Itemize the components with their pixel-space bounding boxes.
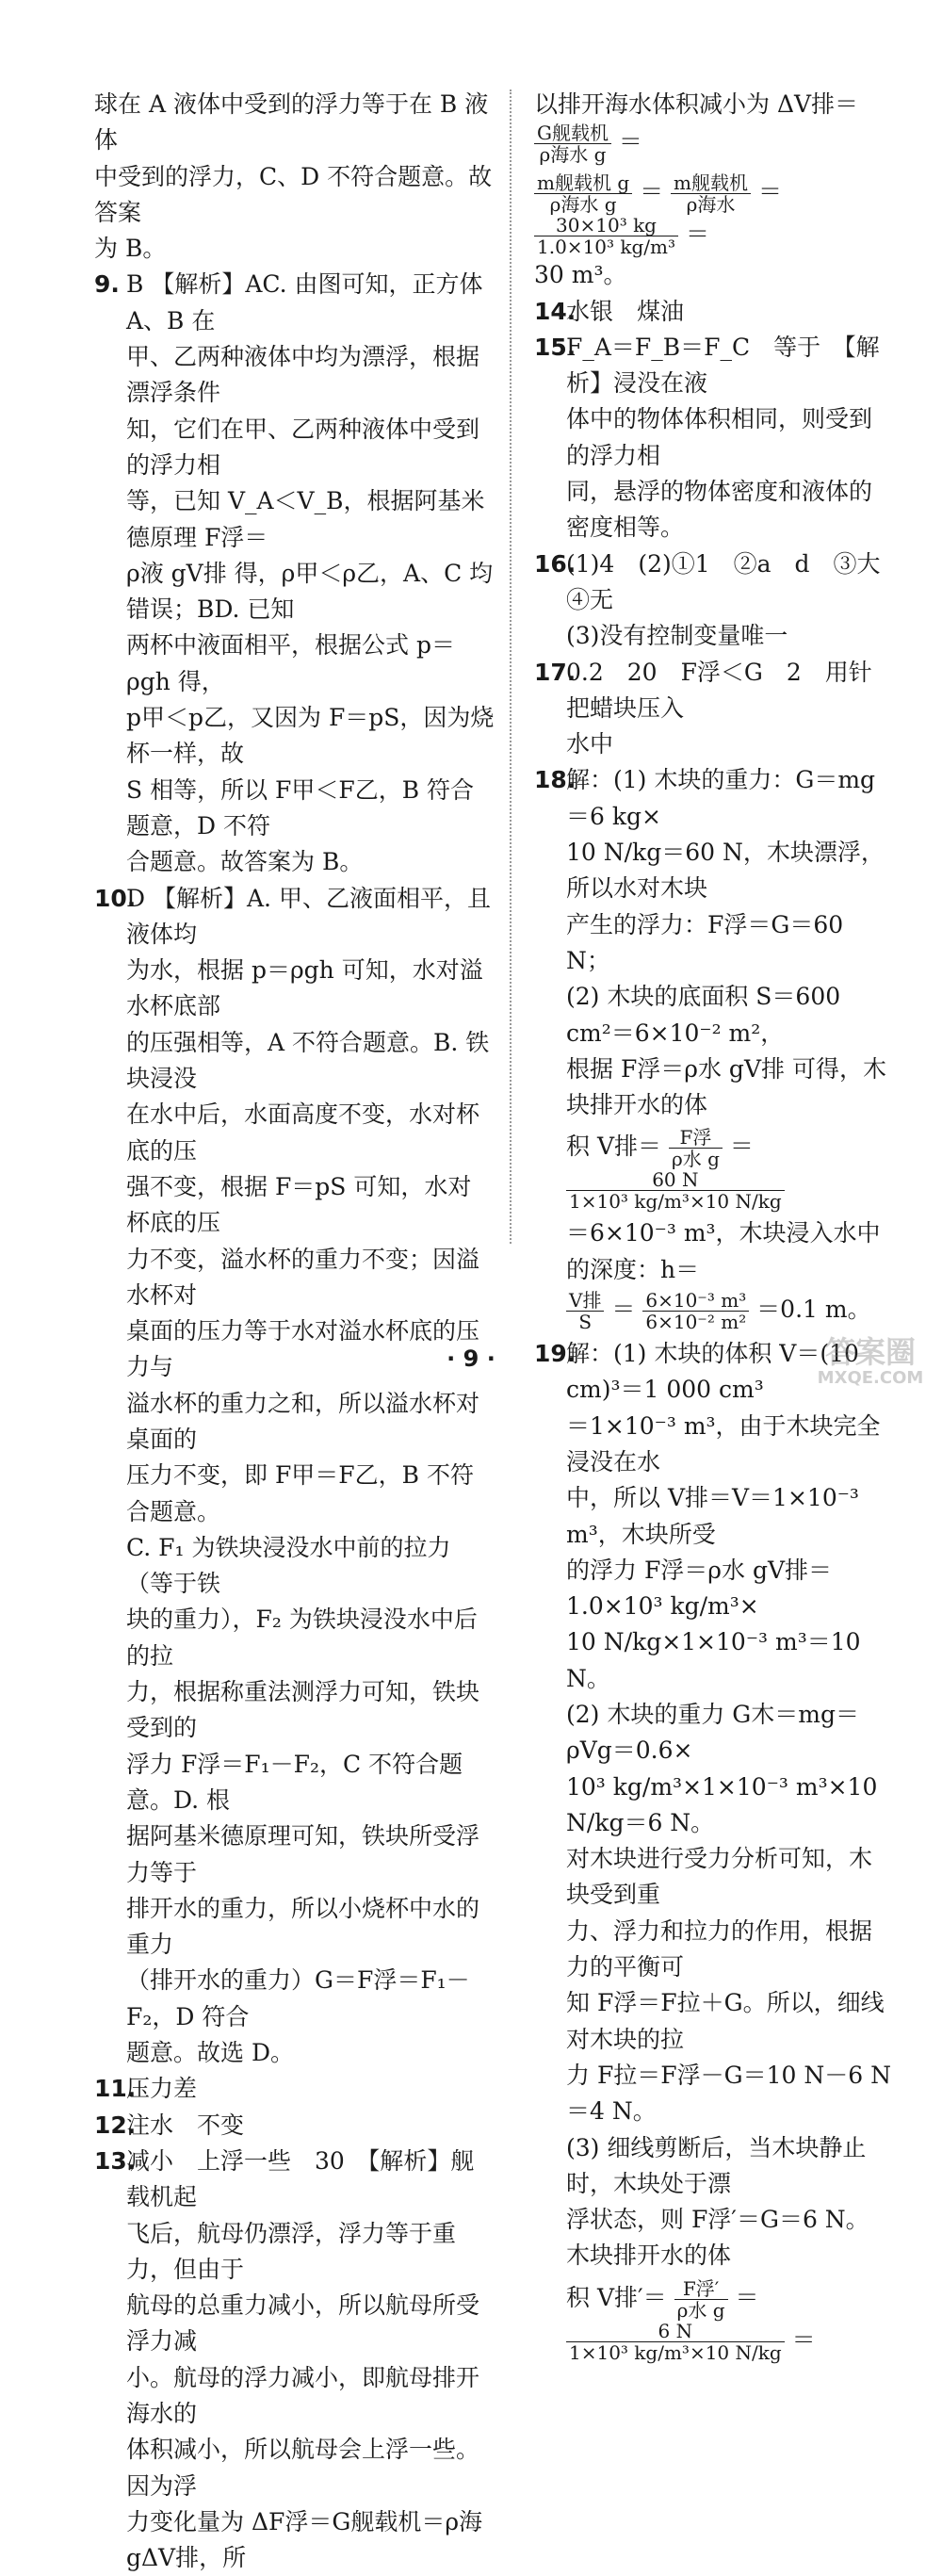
answer-14: 14.水银 煤油	[534, 294, 892, 330]
answer-number: 15.	[534, 333, 577, 361]
answer-16: 16.(1)4 (2)①1 ②a d ③大 ④无 (3)没有控制变量唯一	[534, 546, 892, 655]
fraction: $\frac{60 N}{\text{1×10³ kg/m³×10 N/kg}}$	[566, 1169, 785, 1212]
continued-line: 为 B。	[94, 235, 167, 263]
fraction: $\frac{6 N}{\text{1×10³ kg/m³×10 N/kg}}$	[566, 2321, 785, 2363]
fraction: $\frac{\text{V排}}{S}$	[566, 1290, 604, 1332]
right-column	[534, 87, 904, 2364]
fraction: $\frac{\text{6×10⁻³ m³}}{\text{6×10⁻² m²}}$	[642, 1290, 749, 1332]
fraction: $\frac{\text{F浮′}}{\text{ρ水 g}}$	[674, 2278, 728, 2321]
continued-line: 中受到的浮力，C、D 不符合题意。故答案	[94, 162, 493, 226]
fraction: $\frac{\text{30×10³ kg}}{\text{1.0×10³ kg/m³}}$	[534, 215, 678, 257]
answer-number: 19.	[534, 1340, 577, 1368]
answer-number: 16.	[534, 549, 577, 578]
left-column	[94, 87, 495, 2576]
watermark-line1: 答案圈	[824, 1334, 917, 1370]
answer-15: 15.F_A＝F_B＝F_C 等于 【解析】浸没在液 体中的物体体积相同，则受到的浮力相 同，悬浮的物体密度和液体的密度相等。	[534, 330, 892, 546]
answer-number: 10.	[94, 884, 137, 912]
answer-number: 9.	[94, 270, 120, 299]
answer-11: 11.压力差	[94, 2071, 495, 2107]
watermark-line2: MXQE.COM	[817, 1368, 924, 1388]
watermark-logo	[808, 1330, 933, 1389]
answer-13-continued: 以排开海水体积减小为 ΔV排＝ $\frac{\text{G舰载机}}{\text{ρ海水 g}}$ ＝ $\frac{\text{m舰载机 g}}{\text{ρ海水 g}}$ ＝ $\frac{\text{m舰载机}}{\text{ρ海水}}$ ＝ $\frac{\text{30×10³ kg}}{\text{1.0×10³ kg/m³}}$ ＝ 30 m³。	[534, 90, 859, 289]
fraction: $\frac{\text{G舰载机}}{\text{ρ海水 g}}$	[534, 122, 611, 165]
answer-number: 14.	[534, 297, 577, 325]
fraction: $\frac{\text{m舰载机 g}}{\text{ρ海水 g}}$	[534, 172, 632, 215]
column-divider	[510, 90, 512, 1244]
answer-17: 17.0.2 20 F浮＜G 2 用针把蜡块压入 水中	[534, 655, 892, 763]
answer-9: 9. B 【解析】AC. 由图可知，正方体 A、B 在 甲、乙两种液体中均为漂浮，根据漂浮条件 知，它们在甲、乙两种液体中受到的浮力相 等，已知 V_A＜V_B，根据阿基米德原理 F浮＝ ρ液 gV排 得，ρ甲＜ρ乙，A、C 均错误；BD. 已知 两杯中液面相平，根据公式 p＝ρgh 得， p甲＜p乙，又因为 F＝pS，因为烧杯一样，故 S 相等，所以 F甲＜F乙，B 符合题意，D 不符 合题意。故答案为 B。	[94, 267, 495, 880]
answer-number: 11.	[94, 2075, 137, 2103]
answer-13: 13.减小 上浮一些 30 【解析】舰载机起 飞后，航母仍漂浮，浮力等于重力，但由于 航母的总重力减小，所以航母所受浮力减 小。航母的浮力减小，即航母排开海水的 体积减小，所以航母会上浮一些。因为浮 力变化量为 ΔF浮＝G舰载机＝ρ海 gΔV排，所	[94, 2144, 495, 2576]
answer-number: 12.	[94, 2111, 137, 2139]
fraction: $\frac{\text{F浮}}{\text{ρ水 g}}$	[669, 1127, 723, 1169]
answer-12: 12.注水 不变	[94, 2108, 495, 2144]
page-number: · 9 ·	[447, 1345, 495, 1372]
fraction: $\frac{\text{m舰载机}}{\text{ρ海水}}$	[671, 172, 751, 215]
answer-number: 13.	[94, 2146, 137, 2175]
answer-18: 18.解：(1) 木块的重力：G＝mg＝6 kg× 10 N/kg＝60 N，木块漂浮，所以水对木块 产生的浮力：F浮＝G＝60 N； (2) 木块的底面积 S＝600 cm²＝6×10⁻² m²， 根据 F浮＝ρ水 gV排 可得，木块排开水的体 积 V排＝ $\frac{\text{F浮}}{\text{ρ水 g}}$ ＝ $\frac{60 N}{\text{1×10³ kg/m³×10 N/kg}}$ ＝6×10⁻³ m³，木块浸入水中的深度：h＝ $\frac{\text{V排}}{S}$ ＝ $\frac{\text{6×10⁻³ m³}}{\text{6×10⁻² m²}}$ ＝0.1 m。	[534, 762, 892, 1332]
answer-number: 18.	[534, 766, 577, 794]
answer-10: 10.D 【解析】A. 甲、乙液面相平，且液体均 为水，根据 p＝ρgh 可知，水对溢水杯底部 的压强相等，A 不符合题意。B. 铁块浸没 在水中后，水面高度不变，水对杯底的压 强不变，根据 F＝pS 可知，水对杯底的压 力不变，溢水杯的重力不变；因溢水杯对 桌面的压力等于水对溢水杯底的压力与 溢水杯的重力之和，所以溢水杯对桌面的 压力不变，即 F甲＝F乙，B 不符合题意。 C. F₁ 为铁块浸没水中前的拉力（等于铁 块的重力），F₂ 为铁块浸没水中后的拉 力，根据称重法测浮力可知，铁块受到的 浮力 F浮＝F₁－F₂，C 不符合题意。D. 根 据阿基米德原理可知，铁块所受浮力等于 排开水的重力，所以小烧杯中水的重力 （排开水的重力）G＝F浮＝F₁－F₂，D 符合 题意。故选 D。	[94, 881, 495, 2072]
answer-number: 17.	[534, 658, 577, 686]
continued-line: 球在 A 液体中受到的浮力等于在 B 液体	[94, 90, 489, 155]
answer-19: 19.解：(1) 木块的体积 V＝(10 cm)³＝1 000 cm³ ＝1×10⁻³ m³，由于木块完全浸没在水 中，所以 V排＝V＝1×10⁻³ m³，木块所受 的浮力 F浮＝ρ水 gV排＝1.0×10³ kg/m³× 10 N/kg×1×10⁻³ m³＝10 N。 (2) 木块的重力 G木＝mg＝ρVg＝0.6× 10³ kg/m³×1×10⁻³ m³×10 N/kg＝6 N。 对木块进行受力分析可知，木块受到重 力、浮力和拉力的作用，根据力的平衡可 知 F浮＝F拉＋G。所以，细线对木块的拉 力 F拉＝F浮－G＝10 N－6 N＝4 N。 (3) 细线剪断后，当木块静止时，木块处于漂 浮状态，则 F浮′＝G＝6 N。木块排开水的体 积 V排′＝ $\frac{\text{F浮′}}{\text{ρ水 g}}$ ＝ $\frac{6 N}{\text{1×10³ kg/m³×10 N/kg}}$ ＝	[534, 1336, 892, 2363]
